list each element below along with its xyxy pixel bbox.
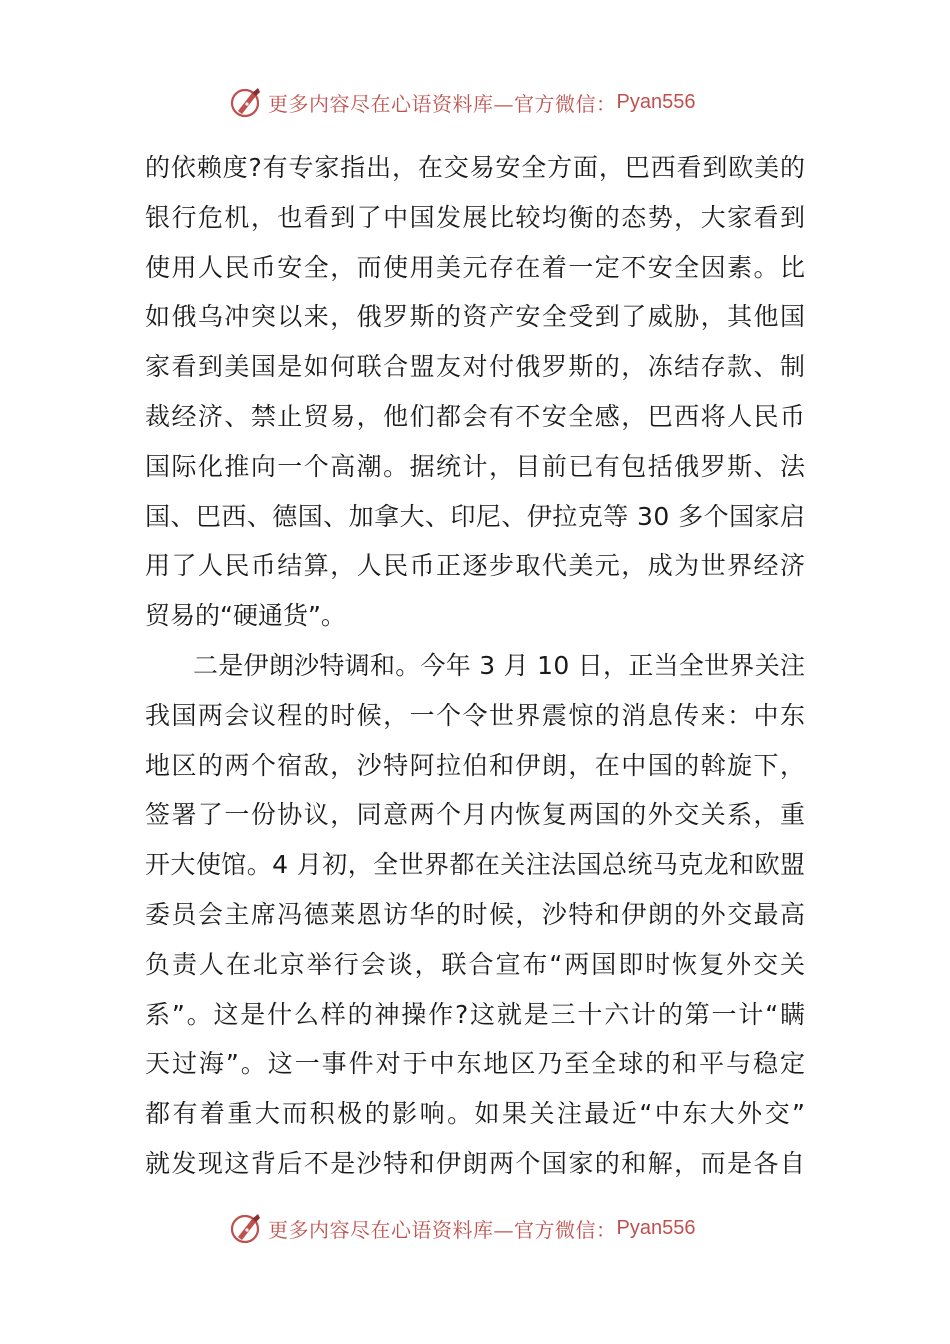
text-line: 裁经济、禁止贸易，他们都会有不安全感，巴西将人民币 [145, 401, 807, 431]
text-line: 用了人民币结算，人民币正逐步取代美元，成为世界经济 [145, 551, 807, 581]
paragraph-start-line: 二是伊朗沙特调和。今年 3 月 10 日，正当全世界关注 [193, 650, 806, 680]
text-line: 的依赖度?有专家指出，在交易安全方面，巴西看到欧美的 [145, 153, 806, 182]
text-line: 天过海”。这一事件对于中东地区乃至全球的和平与稳定 [145, 1049, 807, 1079]
document-body [145, 143, 808, 1189]
text-line: 就发现这背后不是沙特和伊朗两个国家的和解，而是各自 [145, 1148, 807, 1178]
header-banner [0, 82, 950, 122]
wechat-id: Pyan556 [616, 1216, 696, 1239]
text-line: 都有着重大而积极的影响。如果关注最近“中东大外交” [145, 1099, 808, 1129]
text-line: 委员会主席冯德莱恩访华的时候，沙特和伊朗的外交最高 [145, 899, 807, 929]
wechat-id: Pyan556 [616, 90, 696, 113]
pen-logo-icon [228, 1210, 264, 1246]
text-line: 银行危机，也看到了中国发展比较均衡的态势，大家看到 [145, 202, 807, 232]
text-line: 家看到美国是如何联合盟友对付俄罗斯的，冻结存款、制 [145, 352, 807, 382]
text-line: 国际化推向一个高潮。据统计，目前已有包括俄罗斯、法 [145, 451, 807, 481]
banner-caption: 更多内容尽在心语资料库—官方微信： [268, 1217, 617, 1242]
text-line: 使用人民币安全，而使用美元存在着一定不安全因素。比 [145, 252, 807, 282]
text-line: 开大使馆。4 月初，全世界都在关注法国总统马克龙和欧盟 [145, 850, 806, 880]
text-line: 系”。这是什么样的神操作?这就是三十六计的第一计“瞒 [145, 999, 807, 1029]
text-line: 贸易的“硬通货”。 [145, 601, 346, 631]
text-line: 我国两会议程的时候，一个令世界震惊的消息传来：中东 [145, 700, 807, 730]
banner-caption: 更多内容尽在心语资料库—官方微信： [268, 91, 617, 116]
footer-banner [0, 1208, 950, 1248]
text-line: 国、巴西、德国、加拿大、印尼、伊拉克等 30 多个国家启 [145, 501, 806, 531]
text-line: 如俄乌冲突以来，俄罗斯的资产安全受到了威胁，其他国 [145, 302, 807, 332]
text-line: 负责人在北京举行会谈，联合宣布“两国即时恢复外交关 [145, 949, 807, 979]
text-line: 签署了一份协议，同意两个月内恢复两国的外交关系，重 [145, 800, 807, 830]
text-line: 地区的两个宿敌，沙特阿拉伯和伊朗，在中国的斡旋下， [145, 750, 807, 780]
pen-logo-icon [228, 84, 264, 120]
